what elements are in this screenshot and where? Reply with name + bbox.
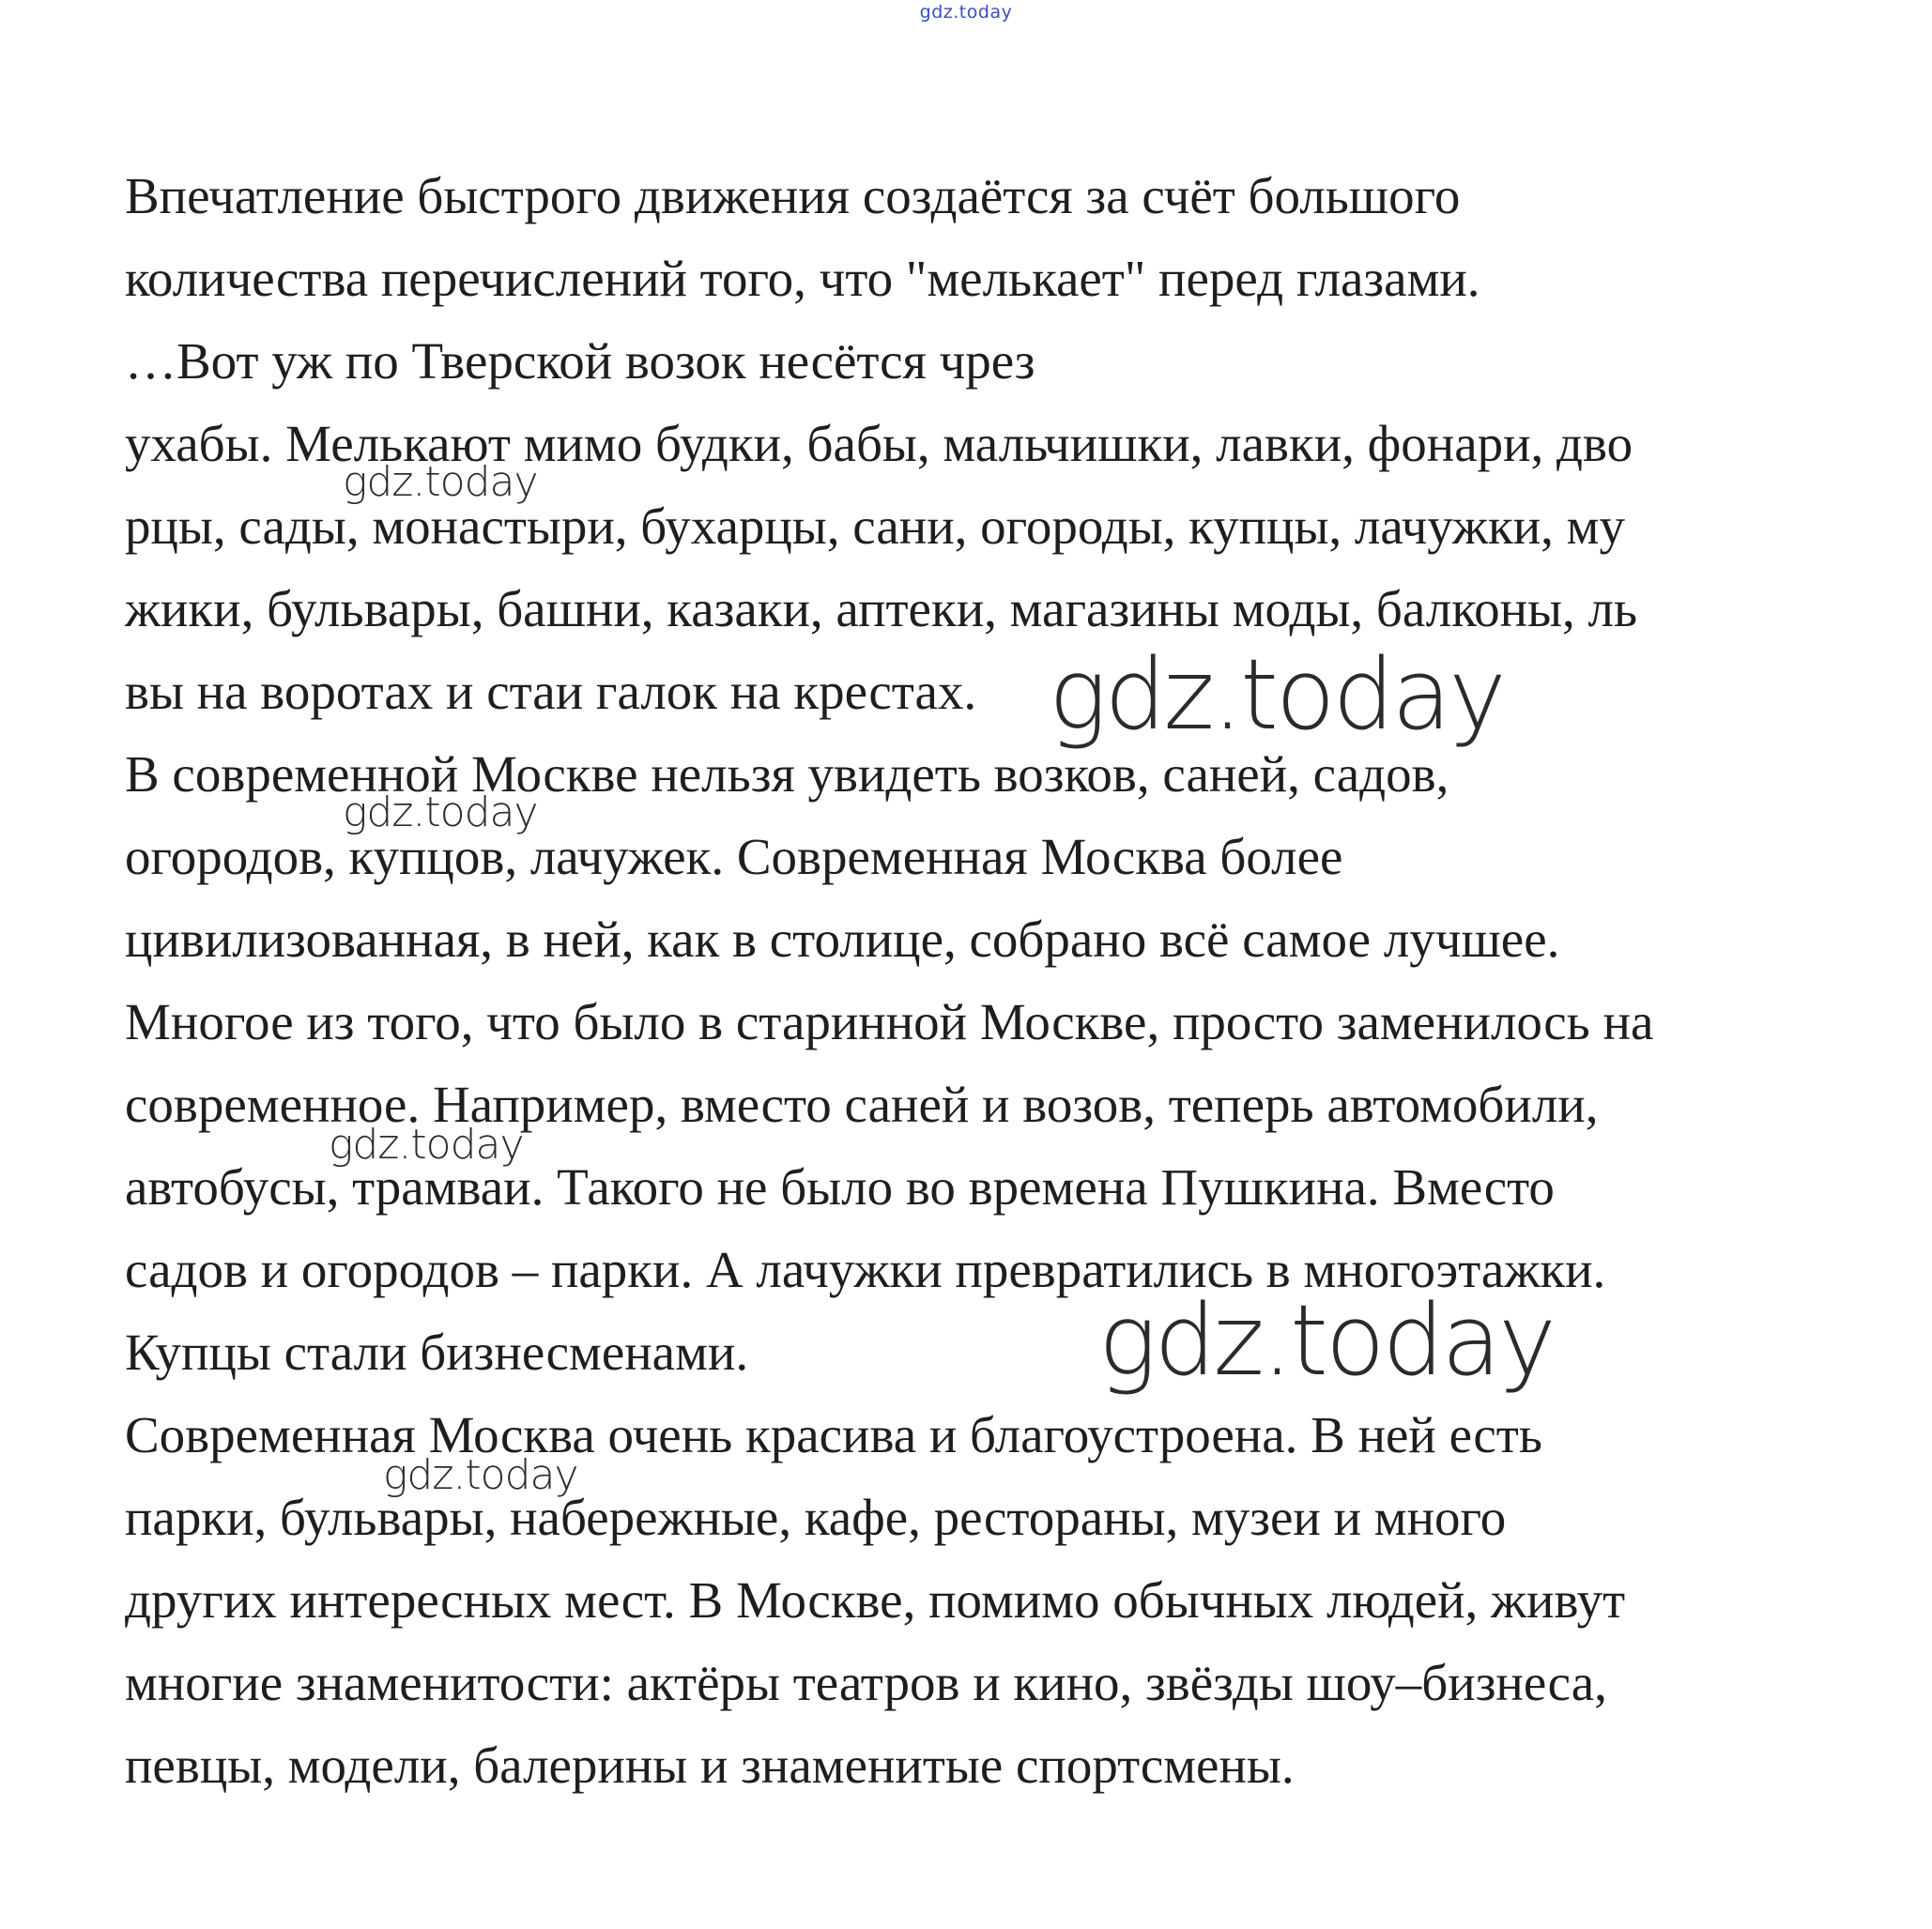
text-line: количества перечислений того, что "мелькает" перед глазами.: [125, 250, 1480, 307]
text-line: цивилизованная, в ней, как в столице, собрано всё самое лучшее.: [125, 911, 1560, 968]
text-line: певцы, модели, балерины и знаменитые спортсмены.: [125, 1737, 1295, 1794]
text-line: других интересных мест. В Москве, помимо обычных людей, живут: [125, 1571, 1626, 1629]
text-line: Купцы стали бизнесменами.: [125, 1324, 749, 1381]
text-line: автобусы, трамваи. Такого не было во времена Пушкина. Вместо: [125, 1158, 1555, 1216]
text-line: Впечатление быстрого движения создаётся за счёт большого: [125, 167, 1461, 224]
text-line: Многое из того, что было в старинной Москве, просто заменилось на: [125, 993, 1654, 1050]
watermark: gdz.today: [383, 1451, 578, 1499]
top-watermark: gdz.today: [919, 2, 1013, 23]
watermark-large: gdz.today: [1049, 637, 1504, 752]
text-line: парки, бульвары, набережные, кафе, рестораны, музеи и много: [125, 1489, 1507, 1546]
text-line: многие знаменитости: актёры театров и кино, звёзды шоу–бизнеса,: [125, 1654, 1607, 1711]
text-line: рцы, сады, монастыри, бухарцы, сани, огороды, купцы, лачужки, му: [125, 498, 1625, 555]
text-line: ухабы. Мелькают мимо будки, бабы, мальчишки, лавки, фонари, дво: [125, 415, 1633, 472]
text-line: вы на воротах и стаи галок на крестах.: [125, 663, 977, 720]
text-line: садов и огородов – парки. А лачужки превратились в многоэтажки.: [125, 1241, 1606, 1298]
text-line: …Вот уж по Тверской возок несётся чрез: [125, 332, 1035, 390]
watermark: gdz.today: [343, 788, 538, 836]
text-line: жики, бульвары, башни, казаки, аптеки, магазины моды, балконы, ль: [125, 580, 1638, 637]
text-line: современное. Например, вместо саней и возов, теперь автомобили,: [125, 1076, 1599, 1133]
text-line: огородов, купцов, лачужек. Современная Москва более: [125, 828, 1343, 885]
text-line: В современной Москве нельзя увидеть возков, саней, садов,: [125, 745, 1449, 803]
watermark-large: gdz.today: [1098, 1283, 1554, 1398]
document-body: [125, 155, 1909, 1807]
watermark: gdz.today: [329, 1121, 524, 1169]
watermark: gdz.today: [343, 458, 538, 506]
text-line: Современная Москва очень красива и благоустроена. В ней есть: [125, 1406, 1542, 1463]
